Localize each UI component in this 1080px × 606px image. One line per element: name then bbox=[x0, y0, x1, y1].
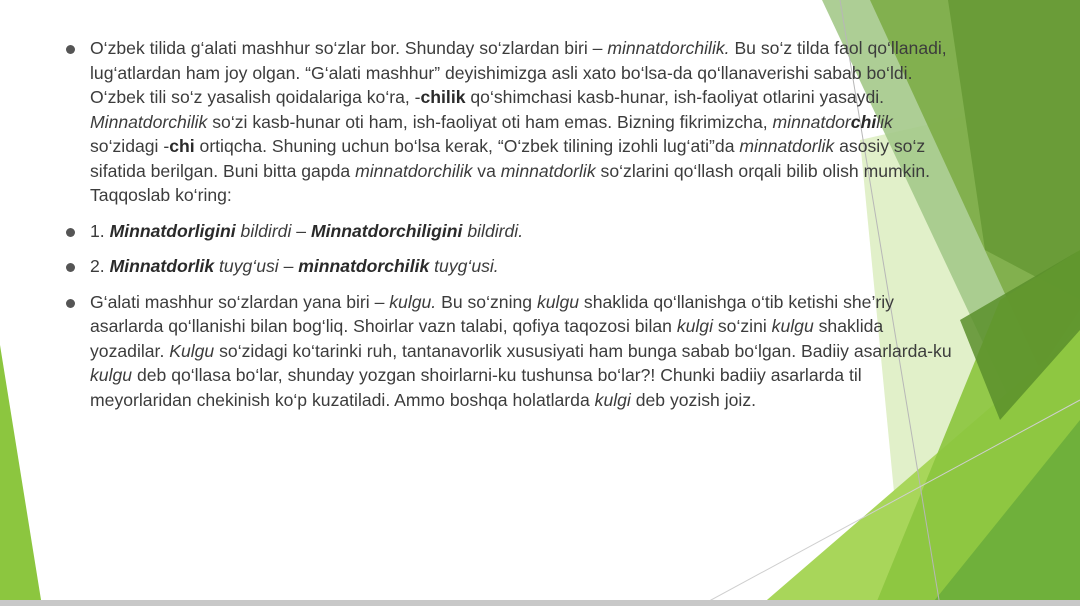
text-run: va bbox=[472, 160, 501, 181]
text-run: kulgi bbox=[594, 389, 631, 410]
text-run: G‘alati mashhur so‘zlardan yana biri – bbox=[90, 291, 390, 312]
text-run: 1. bbox=[90, 220, 110, 241]
text-run: kulgu. bbox=[389, 291, 437, 312]
bullet-item bbox=[62, 290, 962, 413]
text-run: so‘zini bbox=[713, 316, 772, 336]
text-run: minnatdorchilik bbox=[298, 256, 430, 276]
text-run: chi bbox=[850, 111, 877, 132]
bullet-item bbox=[62, 219, 962, 244]
text-run: asosiy so‘z sifatida berilgan. Buni bitta gapda bbox=[90, 136, 926, 181]
bottom-scroll-strip bbox=[0, 600, 1080, 606]
text-run: kulgu bbox=[771, 316, 814, 336]
text-run: Minnatdorchiligini bbox=[310, 220, 463, 241]
text-run: kulgu bbox=[536, 291, 580, 312]
text-run: – bbox=[278, 256, 299, 276]
text-run: Minnatdorlik bbox=[109, 256, 215, 276]
text-run: Minnatdorligini bbox=[109, 220, 236, 241]
text-run: chi bbox=[169, 136, 195, 156]
text-run: chilik bbox=[420, 87, 466, 107]
text-run: minnatdorlik bbox=[739, 136, 835, 156]
text-run: minnatdorchilik. bbox=[607, 38, 730, 58]
text-run: tuyg‘usi. bbox=[429, 256, 499, 276]
text-run: kulgu bbox=[90, 365, 133, 385]
text-run: so‘zi kasb-hunar oti ham, ish-faoliyat oti ham emas. Bizning fikrimizcha, bbox=[207, 111, 773, 132]
text-run: qo‘shimchasi kasb-hunar, ish-faoliyat otlarini yasaydi. bbox=[465, 87, 885, 107]
text-run: so‘zlarini qo‘llash orqali bilib olish mumkin. Taqqoslab ko‘ring: bbox=[90, 160, 931, 205]
bullet-list bbox=[62, 36, 962, 412]
text-run: Bu so‘z tilda faol qo‘llanadi, lug‘atlardan ham joy olgan. “G‘alati mashhur” deyishimizga asli xato bo‘lsa-da qo‘llanaverishi sabab bo‘ldi. O‘zbek tili so‘z yasalish qoidalariga ko‘ra, - bbox=[90, 38, 947, 107]
text-run: minnatdorchilik bbox=[355, 160, 473, 181]
bullet-item bbox=[62, 36, 962, 208]
text-run: O‘zbek tilida g‘alati mashhur so‘zlar bor. Shunday so‘zlardan biri – bbox=[90, 38, 608, 58]
text-run: shaklida yozadilar. bbox=[90, 316, 884, 361]
text-run: deb qo‘llasa bo‘lar, shunday yozgan shoirlarni-ku tushunsa bo‘lar?! Chunki badiiy asarlarda til meyorlaridan chekinish ko‘p kuzatiladi. Ammo boshqa holatlarda bbox=[90, 365, 862, 410]
text-run: bildirdi bbox=[235, 220, 292, 241]
text-run: bildirdi. bbox=[462, 220, 524, 241]
text-run: 2. bbox=[90, 256, 110, 276]
text-run: ortiqcha. Shuning uchun bo‘lsa kerak, “O‘zbek tilining izohli lug‘ati”da bbox=[194, 136, 740, 156]
text-run: Kulgu bbox=[169, 340, 215, 361]
text-run: deb yozish joiz. bbox=[630, 389, 757, 410]
text-run: – bbox=[291, 220, 311, 241]
text-run: Bu so‘zning bbox=[436, 291, 537, 312]
left-edge-shape bbox=[0, 345, 42, 606]
bullet-item bbox=[62, 254, 962, 279]
text-run: lik bbox=[876, 111, 893, 132]
text-run: minnatdor bbox=[772, 111, 851, 132]
text-run: Minnatdorchilik bbox=[90, 111, 208, 132]
text-run: so‘zidagi ko‘tarinki ruh, tantanavorlik xususiyati ham bunga sabab bo‘lgan. Badiiy asarlarda-ku bbox=[214, 340, 952, 361]
text-run: minnatdorlik bbox=[500, 160, 596, 181]
text-run: so‘zidagi - bbox=[90, 136, 170, 156]
text-run: kulgi bbox=[676, 316, 713, 336]
text-run: shaklida qo‘llanishga o‘tib ketishi she’riy asarlarda qo‘llanishi bilan bog‘liq. Shoirlar vazn talabi, qofiya taqozosi bilan bbox=[90, 291, 894, 336]
text-run: tuyg‘usi bbox=[214, 256, 279, 276]
slide-text-body bbox=[62, 36, 962, 423]
